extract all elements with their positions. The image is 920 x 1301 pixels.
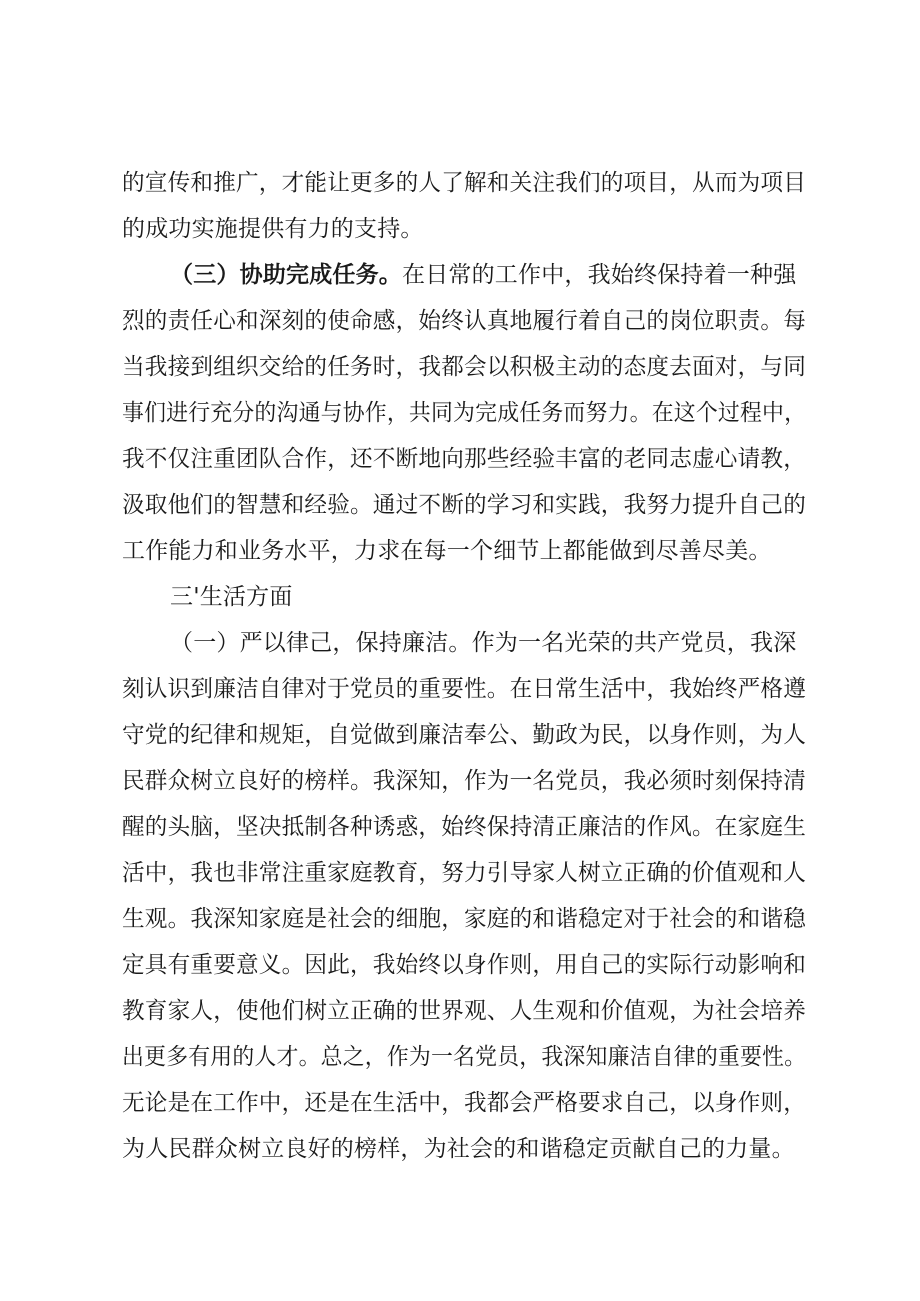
text-line: 事们进行充分的沟通与协作，共同为完成任务而努力。在这个过程中， xyxy=(122,400,807,426)
text-line: 汲取他们的智慧和经验。通过不断的学习和实践，我努力提升自己的 xyxy=(122,492,806,518)
text-line: 为人民群众树立良好的榜样，为社会的和谐稳定贡献自己的力量。 xyxy=(122,1136,795,1162)
text-line: 无论是在工作中，还是在生活中，我都会严格要求自己，以身作则， xyxy=(122,1090,806,1116)
text-line: 在日常的工作中，我始终保持着一种强 xyxy=(402,262,797,288)
text-line: 的成功实施提供有力的支持。 xyxy=(122,216,424,242)
text-line: 民群众树立良好的榜样。我深知，作为一名党员，我必须时刻保持清 xyxy=(122,768,806,794)
text-line: 的宣传和推广，才能让更多的人了解和关注我们的项目，从而为项目 xyxy=(122,170,806,196)
text-line: 醒的头脑，坚决抵制各种诱惑，始终保持清正廉洁的作风。在家庭生 xyxy=(122,814,806,840)
text-line: 活中，我也非常注重家庭教育，努力引导家人树立正确的价值观和人 xyxy=(122,860,806,886)
subsection-heading: （三）协助完成任务。 xyxy=(170,262,402,288)
text-line: 当我接到组织交给的任务时，我都会以积极主动的态度去面对，与同 xyxy=(122,354,806,380)
text-line: 教育家人，使他们树立正确的世界观、人生观和价值观，为社会培养 xyxy=(122,998,806,1024)
text-line: 生观。我深知家庭是社会的细胞，家庭的和谐稳定对于社会的和谐稳 xyxy=(122,906,806,932)
section-heading: 三'生活方面 xyxy=(170,584,293,610)
text-line: 守党的纪律和规矩，自觉做到廉洁奉公、勤政为民，以身作则，为人 xyxy=(122,722,806,748)
text-line: 出更多有用的人才。总之，作为一名党员，我深知廉洁自律的重要性。 xyxy=(122,1044,807,1070)
text-line: 刻认识到廉洁自律对于党员的重要性。在日常生活中，我始终严格遵 xyxy=(122,676,806,702)
text-line: 工作能力和业务水平，力求在每一个细节上都能做到尽善尽美。 xyxy=(122,538,772,564)
text-line: （一）严以律己，保持廉洁。作为一名光荣的共产党员，我深 xyxy=(170,630,797,656)
text-line: 烈的责任心和深刻的使命感，始终认真地履行着自己的岗位职责。每 xyxy=(122,308,806,334)
text-line: 我不仅注重团队合作，还不断地向那些经验丰富的老同志虚心请教， xyxy=(122,446,806,472)
subsection-paragraph-start xyxy=(170,260,796,290)
text-line: 定具有重要意义。因此，我始终以身作则，用自己的实际行动影响和 xyxy=(122,952,806,978)
